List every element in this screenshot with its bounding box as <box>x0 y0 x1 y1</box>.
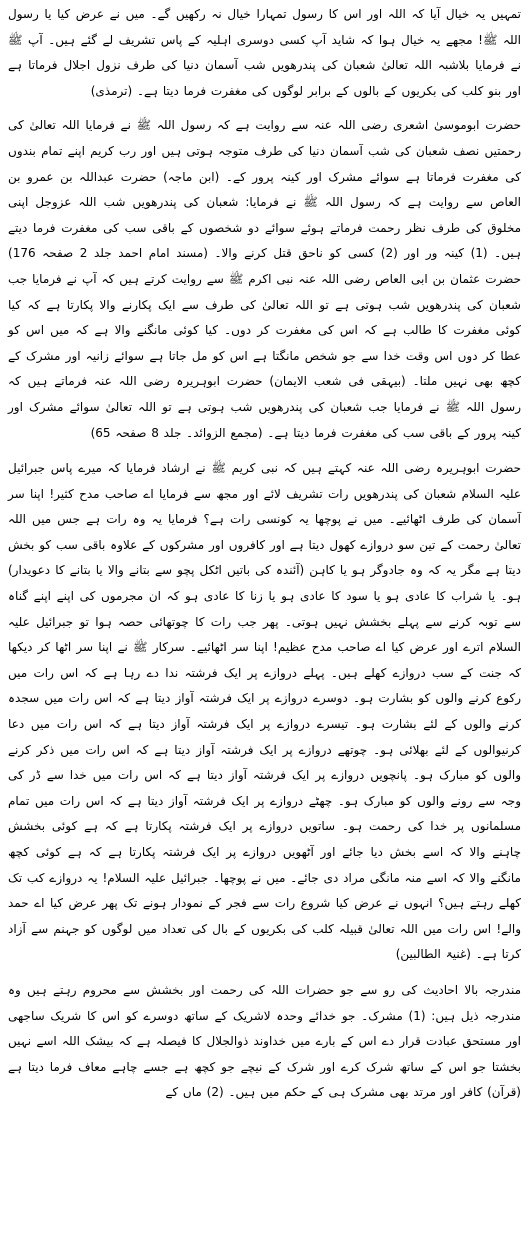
paragraph-1: تمہیں یہ خیال آیا کہ اللہ اور اس کا رسول تمہارا خیال نہ رکھیں گے۔ میں نے عرض کیا یا رسول اللہ ﷺ! مجھے یہ خیال ہوا کہ شاید آپ کسی دوسری اہلیہ کے پاس تشریف لے گئے ہیں۔ آپ ﷺ نے فرمایا بلاشبہ اللہ تعالیٰ شعبان کی پندرھویں شب آسمان دنیا کی طرف نزول اجلال فرماتا ہے اور بنو کلب کی بکریوں کے بالوں کے برابر لوگوں کی مغفرت فرما دیتا ہے۔ (ترمذی) <box>8 7 521 98</box>
paragraph-3: حضرت ابوہریرہ رضی اللہ عنہ کہتے ہیں کہ نبی کریم ﷺ نے ارشاد فرمایا کہ میرے پاس جبرائیل علیہ السلام شعبان کی پندرھویں رات تشریف لائے اور مجھ سے فرمایا اے صاحب مدح کثیر! اپنا سر آسمان کی طرف اٹھائیے۔ میں نے پوچھا یہ کونسی رات ہے؟ فرمایا یہ وہ رات ہے جس میں اللہ تعالیٰ رحمت کے تین سو دروازے کھول دیتا ہے اور کافروں اور مشرکوں کے علاوہ باقی سب کو بخش دیتا ہے مگر یہ کہ وہ جادوگر ہو یا کاہن (آئندہ کی باتیں اٹکل پچو سے بتانے والا یا بتانے کا دعویدار) ہو۔ یا شراب کا عادی ہو یا سود کا عادی ہو یا زنا کا عادی ہو کہ ان مجرموں کی اپنے اپنے گناہ سے توبہ کرنے سے پہلے بخشش نہیں ہوتی۔ پھر جب رات کا چوتھائی حصہ ہوا تو جبرائیل علیہ السلام اترے اور عرض کیا اے صاحب مدح عظیم! اپنا سر اٹھائیے۔ سرکار ﷺ نے اپنا سر اٹھا کر دیکھا کہ جنت کے سب دروازے کھلے ہیں۔ پہلے دروازے پر ایک فرشتہ ندا دے رہا ہے کہ اس رات میں رکوع کرنے والوں کو بشارت ہو۔ دوسرے دروازے پر ایک فرشتہ آواز دیتا ہے کہ اس رات میں سجدہ کرنے والوں کے لئے بشارت ہو۔ تیسرے دروازے پر ایک فرشتہ آواز دیتا ہے کہ اس رات میں دعا کرنیوالوں کے لئے بھلائی ہو۔ چوتھے دروازے پر ایک فرشتہ آواز دیتا ہے کہ اس رات میں ذکر کرنے والوں کو مبارک ہو۔ پانچویں دروازے پر ایک فرشتہ آواز دیتا ہے کہ اس رات میں خدا سے ڈر کی وجہ سے رونے والوں کو مبارک ہو۔ چھٹے دروازے پر ایک فرشتہ آواز دیتا ہے کہ اس رات میں تمام مسلمانوں پر خدا کی رحمت ہو۔ ساتویں دروازے پر ایک فرشتہ پکارتا ہے کہ ہے کوئی بخشش چاہنے والا کہ اسے بخش دیا جائے اور آٹھویں دروازے پر ایک فرشتہ پکارتا ہے کہ ہے کوئی کچھ مانگنے والا کہ اسے منہ مانگی مراد دی جائے۔ میں نے پوچھا۔ جبرائیل علیہ السلام! یہ دروازے کب تک کھلے رہتے ہیں؟ انہوں نے عرض کیا شروع رات سے فجر کے نمودار ہونے تک پھر عرض کیا اے حمد والے! اس رات میں اللہ تعالیٰ قبیلہ کلب کی بکریوں کے بال کی تعداد میں لوگوں کو جہنم سے آزاد کرتا ہے۔ (غنیۃ الطالبین) <box>8 461 521 962</box>
paragraph-2: حضرت ابوموسیٰ اشعری رضی اللہ عنہ سے روایت ہے کہ رسول اللہ ﷺ نے فرمایا اللہ تعالیٰ کی رحمتیں نصف شعبان کی شب آسمان دنیا کی طرف متوجہ ہوتی ہیں اور رب کریم اپنے تمام بندوں کی مغفرت فرماتا ہے سوائے مشرک اور کینہ پرور کے۔ (ابن ماجہ) حضرت عبداللہ بن عمرو بن العاص سے روایت ہے کہ رسول اللہ ﷺ نے فرمایا: شعبان کی پندرھویں شب اللہ عزوجل اپنی مخلوق کی طرف نظر رحمت فرماتے ہوئے سوائے دو شخصوں کے باقی سب کی مغفرت فرما دیتے ہیں۔ (1) کینہ ور اور (2) کسی کو ناحق قتل کرنے والا۔ (مسند امام احمد جلد 2 صفحہ 176) حضرت عثمان بن ابی العاص رضی اللہ عنہ نبی اکرم ﷺ سے روایت کرتے ہیں کہ آپ نے فرمایا جب شعبان کی پندرھویں شب ہوتی ہے تو اللہ تعالیٰ کی طرف سے ایک پکارنے والا پکارتا ہے کہ کیا کوئی مغفرت کا طالب ہے کہ اس کی مغفرت کر دوں۔ کیا کوئی مانگنے والا ہے کہ میں اس کو عطا کر دوں اس وقت خدا سے جو شخص مانگتا ہے اس کو مل جاتا ہے سوائے زانیہ اور مشرک کے کچھ بھی نہیں ملتا۔ (بیہقی فی شعب الایمان) حضرت ابوہریرہ رضی اللہ عنہ فرماتے ہیں کہ رسول اللہ ﷺ نے فرمایا جب شعبان کی پندرھویں شب ہوتی ہے تو اللہ تعالیٰ سوائے مشرک اور کینہ پرور کے باقی سب کی مغفرت فرما دیتا ہے۔ (مجمع الزوائد۔ جلد 8 صفحہ 65) <box>8 118 521 440</box>
paragraph-4: مندرجہ بالا احادیث کی رو سے جو حضرات اللہ کی رحمت اور بخشش سے محروم رہتے ہیں وہ مندرجہ ذیل ہیں: (1) مشرک۔ جو خدائے وحدہ لاشریک کے ساتھ دوسرے کو اس کا شریک ساجھی اور مستحق عبادت قرار دے اس کے بارے میں خداوند ذوالجلال کا فیصلہ ہے کہ بیشک اللہ اسے نہیں بخشتا جو اس کے ساتھ شرک کرے اور شرک کے نیچے جو کچھ ہے جسے چاہے معاف فرما دیتا ہے (قرآن) کافر اور مرتد بھی مشرک ہی کے حکم میں ہیں۔ (2) ماں کے <box>8 982 521 1100</box>
